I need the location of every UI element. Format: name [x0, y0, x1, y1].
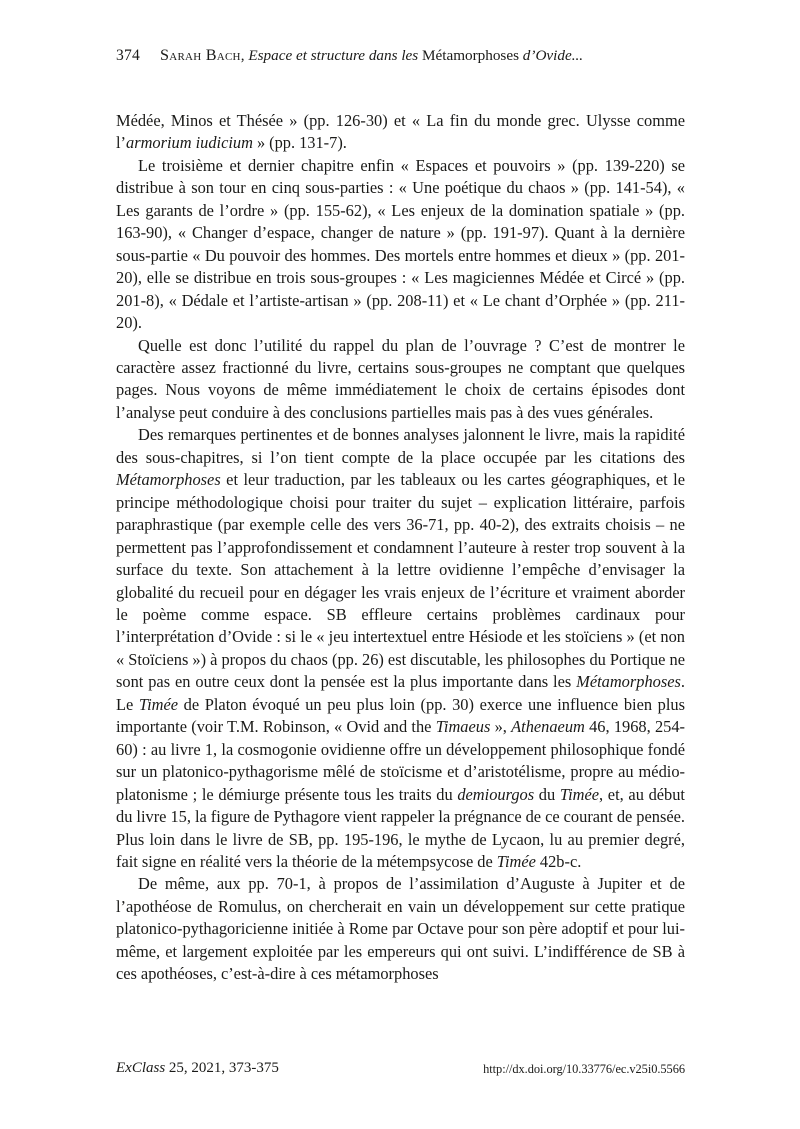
italic-title: Athenaeum — [511, 717, 585, 737]
italic-title: Timée — [496, 851, 536, 871]
italic-title: Métamorphoses — [576, 672, 681, 692]
paragraph — [116, 335, 685, 425]
page-footer — [116, 1060, 685, 1082]
text-run: », — [490, 717, 512, 737]
paragraph — [116, 873, 685, 985]
italic-title: Timée — [559, 784, 600, 804]
text-run: » (pp. 131-7). — [252, 133, 347, 153]
italic-title: Timaeus — [435, 717, 491, 737]
text-run: De même, aux pp. 70-1, à propos de l’assimilation d’Auguste à Jupiter et de l’apothéose de Romulus, on chercherait en vain un développement sur cette pratique platonico-pythagoricienne initiée à Rome par Octave pour son père adoptif et pour lui-même, et largement exploitée par les empereurs qui ont suivi. L’indifférence de SB à ces apothéoses, c’est-à-dire à ces métamorphoses — [116, 874, 685, 984]
text-run: Le troisième et dernier chapitre enfin « Espaces et pouvoirs » (pp. 139-220) se distribue à son tour en cinq sous-parties : « Une poétique du chaos » (pp. 141-54), « Les garants de l’ordre » (pp. 155-62), « Les enjeux de la domination spatiale » (pp. 163-90), « Changer d’espace, changer de nature » (pp. 191-97). Quant à la dernière sous-partie « Du pouvoir des hommes. Des mortels entre hommes et dieux » (pp. 201-20), elle se distribue en trois sous-groupes : « Les magiciennes Médée et Circé » (pp. 201-8), « Dédale et l’artiste-artisan » (pp. 208-11) et « Le chant d’Orphée » (pp. 211-20). — [116, 155, 685, 333]
text-run: et leur traduction, par les tableaux ou les cartes géographiques, et le principe méthodologique choisi pour traiter du sujet – explication littéraire, parfois paraphrastique (par exemple celle des vers 36-71, pp. 40-2), des extraits choisis – ne permettent pas l’approfondissement et condamnent l’auteure à rester trop souvent à la surface du texte. Son attachement à la lettre ovidienne l’empêche d’envisager la globalité du recueil pour en dégager les vrais enjeux de l’écriture et vraiment aborder le poème comme espace. SB effleure certains problèmes cardinaux pour l’interprétation d’Ovide : si le « jeu intertextuel entre Hésiode et les stoïciens » (et non « Stoïciens ») à propos du chaos (pp. 26) est discutable, les philosophes du Portique ne sont pas en outre ceux dont la pensée est la plus importante dans les — [116, 470, 685, 692]
footer-citation — [116, 1060, 279, 1077]
text-run: Médée, Minos et Thésée » (pp. 126-30) et « La fin du monde grec. Ulysse comme l’ — [116, 111, 685, 153]
paragraph — [116, 424, 685, 873]
text-run: Quelle est donc l’utilité du rappel du plan de l’ouvrage ? C’est de montrer le caractère assez fractionné du livre, certains sous-groupes ne comptant que quelques pages. Nous voyons de même immédiatement le choix de certains épisodes dont l’analyse peut conduire à des conclusions partielles mais pas à des vues générales. — [116, 335, 685, 422]
italic-title: demiourgos — [457, 784, 535, 804]
text-run: , et, au début du livre 15, la figure de Pythagore vient rappeler la prégnance de ce courant de pensée. Plus loin dans le livre de SB, pp. 195-196, le mythe de Lycaon, lu au premier degré, fait signe en réalité vers la théorie de la métempsycose de — [116, 784, 685, 871]
text-run: 42b-c. — [535, 851, 582, 871]
paragraph — [116, 110, 685, 155]
text-run: Des remarques pertinentes et de bonnes analyses jalonnent le livre, mais la rapidité des sous-chapitres, si l’on tient compte de la place occupée par les citations des — [116, 425, 685, 467]
text-run: de Platon évoqué un peu plus loin (pp. 30) exerce une influence bien plus importante (voir T.M. Robinson, « Ovid and the — [116, 694, 685, 737]
running-head-author: Sarah Bach — [160, 46, 241, 64]
italic-title: armorium iudicium — [126, 133, 253, 153]
running-head — [116, 44, 684, 68]
text-run: du — [534, 784, 560, 804]
footer-journal-name: ExClass — [116, 1060, 166, 1076]
page-number: 374 — [116, 47, 140, 64]
running-head-title-italic-last: d’Ovide... — [519, 47, 584, 64]
text-run: . Le — [116, 672, 685, 714]
italic-title: Métamorphoses — [116, 470, 221, 490]
running-head-title-roman: Métamorphoses — [421, 47, 519, 64]
running-head-title-italic-first: Espace et structure dans les — [248, 47, 422, 64]
footer-doi-link[interactable]: http://dx.doi.org/10.33776/ec.v25i0.5566 — [483, 1062, 685, 1076]
running-head-comma: , — [240, 47, 249, 64]
footer-citation-detail: 25, 2021, 373-375 — [165, 1060, 279, 1076]
body-text-block — [116, 110, 685, 986]
paragraph — [116, 155, 685, 335]
text-run: 46, 1968, 254-60) : au livre 1, la cosmogonie ovidienne offre un développement philosophique fondé sur un platonico-pythagorisme mêlé de stoïcisme et d’aristotélisme, propre au médio-platonisme ; le démiurge présente tous les traits du — [116, 717, 685, 804]
italic-title: Timée — [138, 694, 179, 714]
